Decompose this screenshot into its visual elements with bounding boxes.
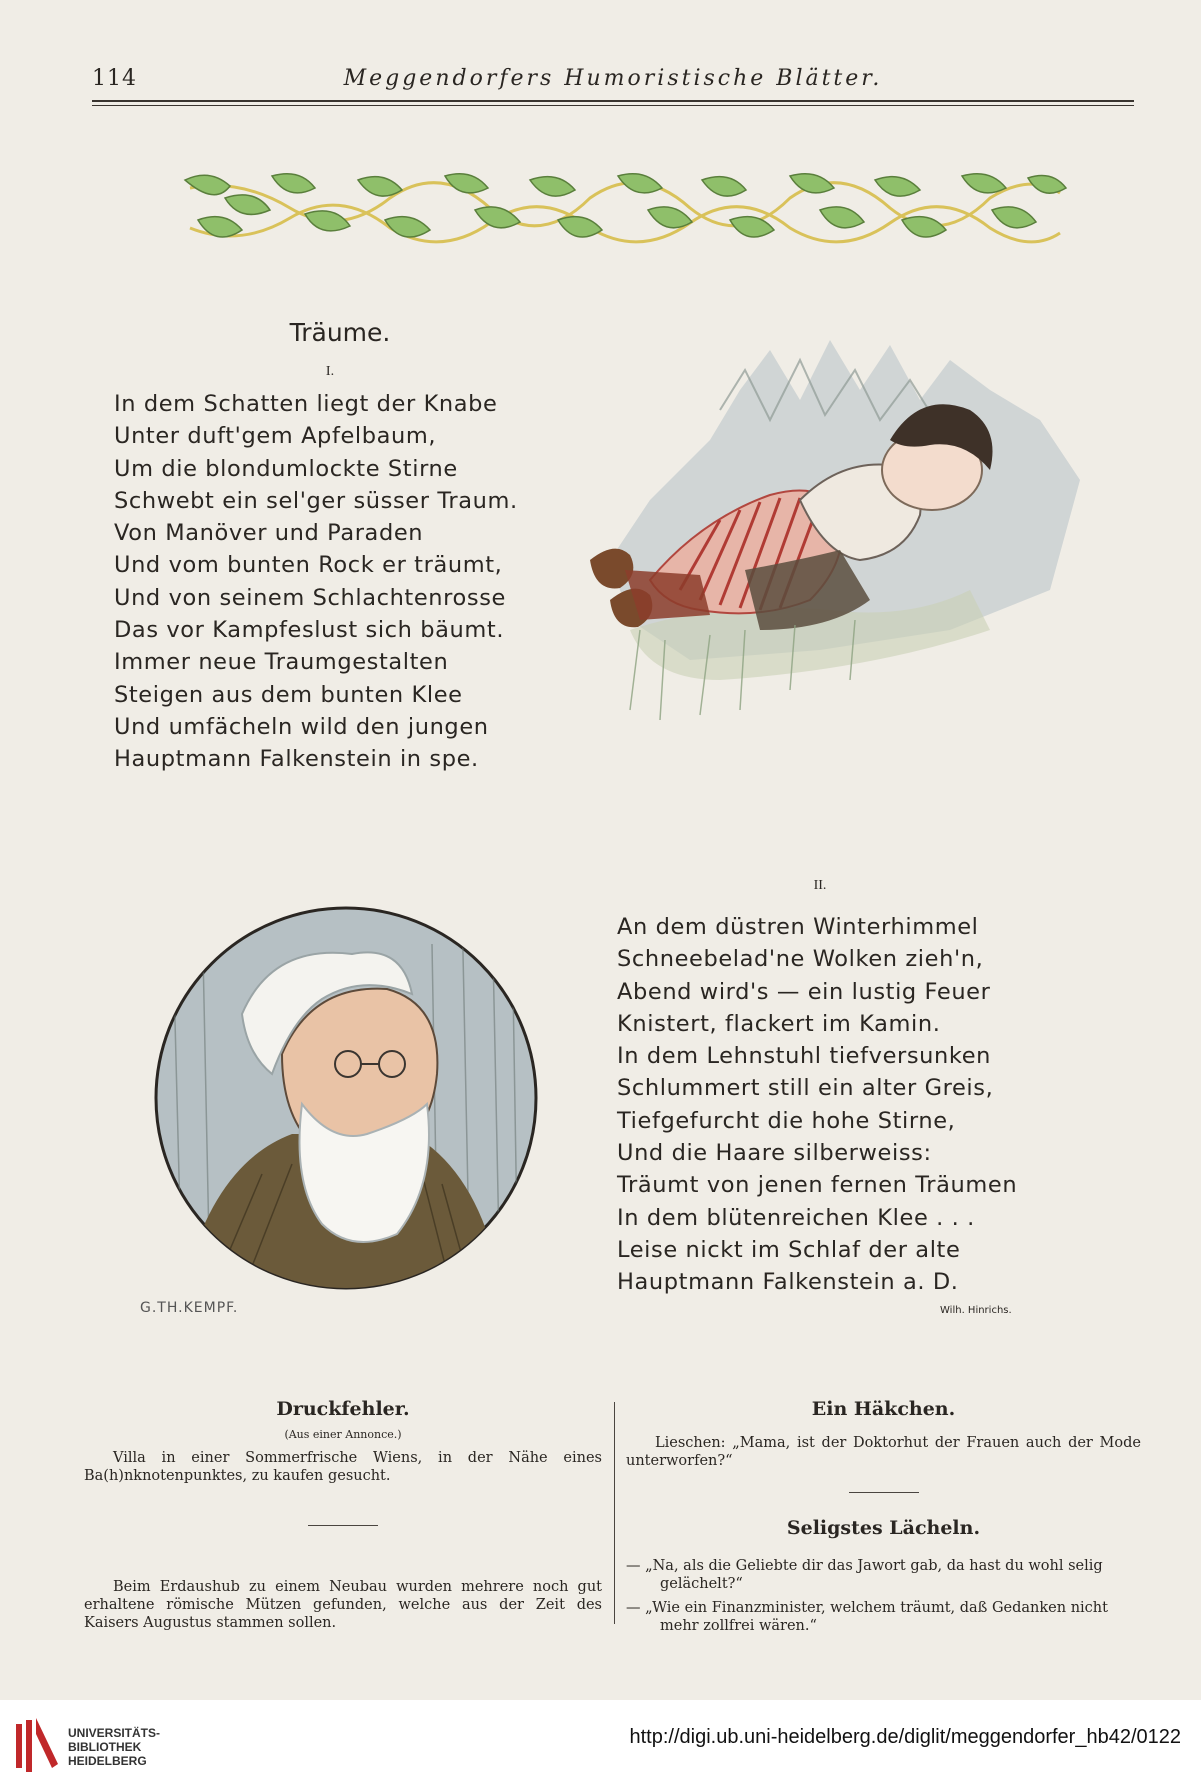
verse-line: In dem Lehnstuhl tiefversunken	[617, 1043, 992, 1070]
page-number: 114	[92, 66, 137, 91]
leaf-ornament-banner	[180, 168, 1070, 260]
verse-line: Hauptmann Falkenstein in spe.	[114, 746, 479, 773]
druckfehler-heading: Druckfehler.	[276, 1398, 410, 1420]
verse-line: Und von seinem Schlachtenrosse	[114, 584, 506, 611]
separator-rule	[849, 1492, 919, 1493]
verse-line: An dem düstren Winterhimmel	[617, 914, 979, 940]
running-title: Meggendorfers Humoristische Blätter.	[343, 66, 883, 91]
old-man-portrait-illustration	[152, 904, 540, 1292]
verse-line: Und die Haare silberweiss:	[617, 1140, 932, 1167]
source-url-link[interactable]: http://digi.ub.uni-heidelberg.de/diglit/meggendorfer_hb42/0122	[629, 1726, 1181, 1748]
header-rule	[92, 100, 1134, 102]
verse-line: Unter duft'gem Apfelbaum,	[114, 423, 437, 450]
verse-line: Und vom bunten Rock er träumt,	[114, 552, 503, 579]
verse-line: In dem Schatten liegt der Knabe	[114, 391, 498, 417]
haekchen-paragraph: Lieschen: „Mama, ist der Doktorhut der Frauen auch der Mode unterworfen?“	[626, 1435, 1141, 1469]
dialog-line: — „Wie ein Finanzminister, welchem träumt, daß Gedanken nicht mehr zollfrei wären.“	[626, 1600, 1108, 1634]
verse-line: Um die blondumlockte Stirne	[114, 455, 458, 482]
poem-title: Träume.	[289, 318, 391, 347]
section-mark-one: I.	[325, 364, 335, 379]
verse-line: Das vor Kampfeslust sich bäumt.	[114, 617, 505, 644]
verse-line: Schwebt ein sel'ger süsser Traum.	[114, 487, 518, 514]
dialog-line: — „Na, als die Geliebte dir das Jawort gab, da hast du wohl selig gelächelt?“	[626, 1558, 1103, 1592]
university-library-logo-icon[interactable]	[14, 1714, 62, 1778]
verse-line: In dem blütenreichen Klee . . .	[617, 1204, 975, 1231]
column-jokes	[626, 1398, 1141, 1635]
verse-line: Schneebelad'ne Wolken zieh'n,	[617, 946, 984, 973]
section-mark-two: II.	[813, 878, 827, 893]
illustrator-signature: G.TH.KEMPF.	[140, 1300, 239, 1316]
verse-line: Abend wird's — ein lustig Feuer	[617, 978, 991, 1005]
verse-line: Von Manöver und Paraden	[114, 520, 424, 547]
druckfehler-subnote: (Aus einer Annonce.)	[284, 1428, 402, 1441]
header-rule-thin	[92, 105, 1134, 106]
institution-line: HEIDELBERG	[68, 1754, 147, 1768]
page-header	[92, 58, 1134, 108]
verse-line: Knistert, flackert im Kamin.	[617, 1010, 941, 1037]
erdaushub-paragraph: Beim Erdaushub zu einem Neubau wurden mehrere noch gut erhaltene römische Mützen gefunden, welche aus der Zeit des Kaisers Augustus stammen sollen.	[84, 1579, 602, 1631]
haekchen-heading: Ein Häkchen.	[811, 1398, 956, 1420]
verse-line: Tiefgefurcht die hohe Stirne,	[617, 1107, 956, 1134]
stanza-two	[617, 911, 1057, 1299]
verse-line: Immer neue Traumgestalten	[114, 649, 449, 676]
poem-author: Wilh. Hinrichs.	[940, 1305, 1012, 1316]
verse-line: Steigen aus dem bunten Klee	[114, 681, 463, 708]
verse-line: Leise nickt im Schlaf der alte	[617, 1236, 961, 1263]
laecheln-heading: Seligstes Lächeln.	[786, 1517, 981, 1539]
institution-name	[68, 1726, 160, 1768]
verse-line: Schlummert still ein alter Greis,	[617, 1075, 994, 1102]
sleeping-boy-illustration	[570, 330, 1100, 760]
stanza-one	[114, 388, 554, 776]
column-druckfehler	[84, 1398, 602, 1632]
verse-line: Und umfächeln wild den jungen	[114, 713, 489, 740]
institution-line: BIBLIOTHEK	[68, 1740, 142, 1754]
separator-rule	[308, 1525, 378, 1526]
verse-line: Hauptmann Falkenstein a. D.	[617, 1269, 959, 1296]
institution-line: UNIVERSITÄTS-	[68, 1726, 161, 1740]
verse-line: Träumt von jenen fernen Träumen	[617, 1172, 1018, 1199]
druckfehler-paragraph: Villa in einer Sommerfrische Wiens, in der Nähe eines Ba(h)nknotenpunktes, zu kaufen gesucht.	[84, 1450, 602, 1484]
column-divider	[614, 1402, 615, 1624]
library-footer	[0, 1700, 1201, 1788]
